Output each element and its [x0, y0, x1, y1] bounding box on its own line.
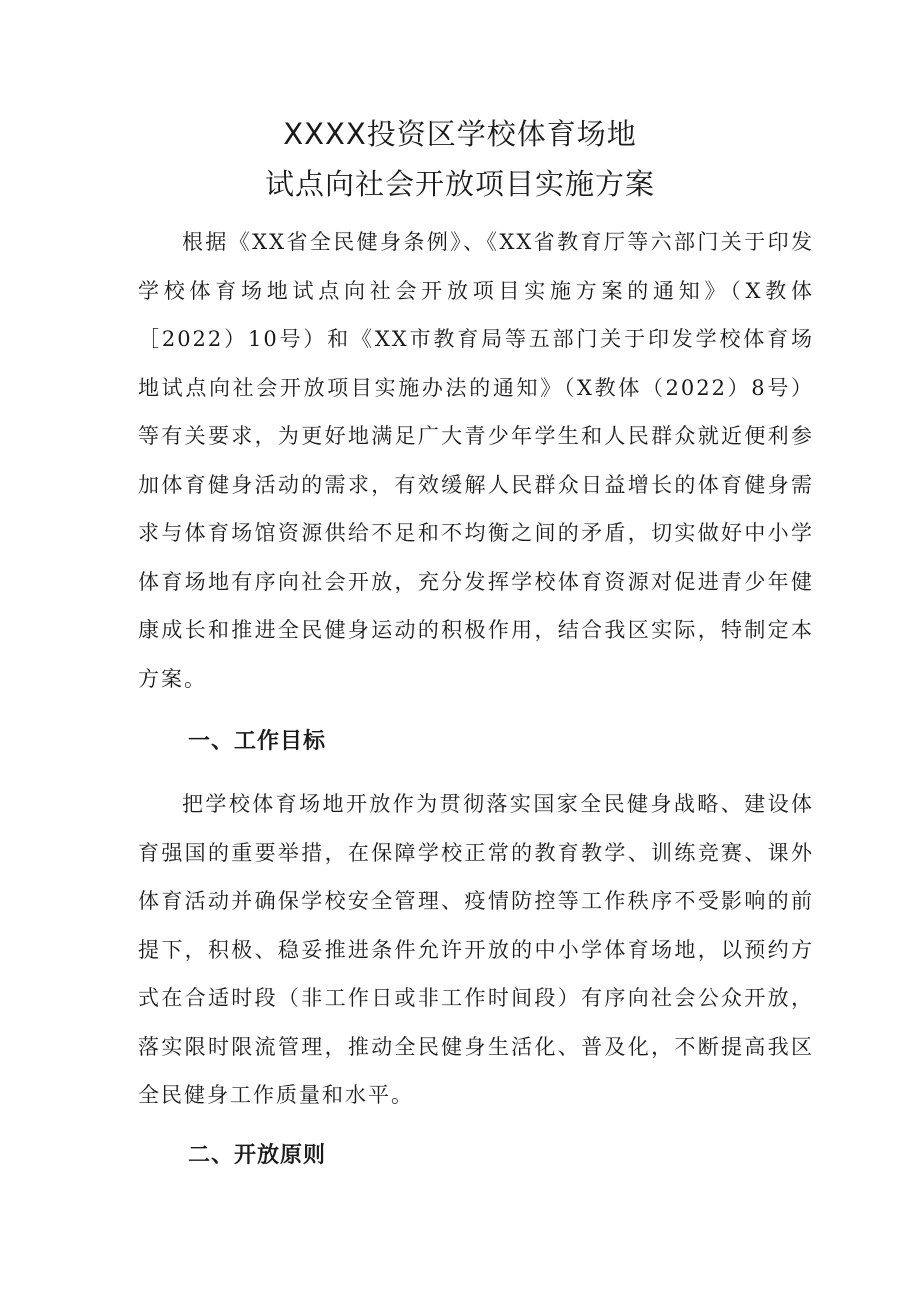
- section-heading-work-goals: 一、工作目标: [188, 729, 327, 754]
- document-title-line-1: XXXX投资区学校体育场地: [283, 117, 637, 151]
- section-heading-opening-principles: 二、开放原则: [188, 1143, 327, 1168]
- document-title-line-2: 试点向社会开放项目实施方案: [264, 167, 655, 201]
- section-paragraph-work-goals: 把学校体育场地开放作为贯彻落实国家全民健身战略、建设体育强国的重要举措，在保障学校正常的教育教学、训练竞赛、课外体育活动并确保学校安全管理、疫情防控等工作秩序不受影响的前提下，积极、稳妥推进条件允许开放的中小学体育场地，以预约方式在合适时段（非工作日或非工作时间段）有序向社会公众开放，落实限时限流管理，推动全民健身生活化、普及化，不断提高我区全民健身工作质量和水平。: [138, 792, 814, 1107]
- intro-paragraph: 根据《XX省全民健身条例》、《XX省教育厅等六部门关于印发学校体育场地试点向社会开放项目实施方案的通知》（X教体［2022）10号）和《XX市教育局等五部门关于印发学校体育场地试点向社会开放项目实施办法的通知》（X教体（2022）8号）等有关要求，为更好地满足广大青少年学生和人民群众就近便利参加体育健身活动的需求，有效缓解人民群众日益增长的体育健身需求与体育场馆资源供给不足和不均衡之间的矛盾，切实做好中小学体育场地有序向社会开放，充分发挥学校体育资源对促进青少年健康成长和推进全民健身运动的积极作用，结合我区实际，特制定本方案。: [138, 230, 814, 691]
